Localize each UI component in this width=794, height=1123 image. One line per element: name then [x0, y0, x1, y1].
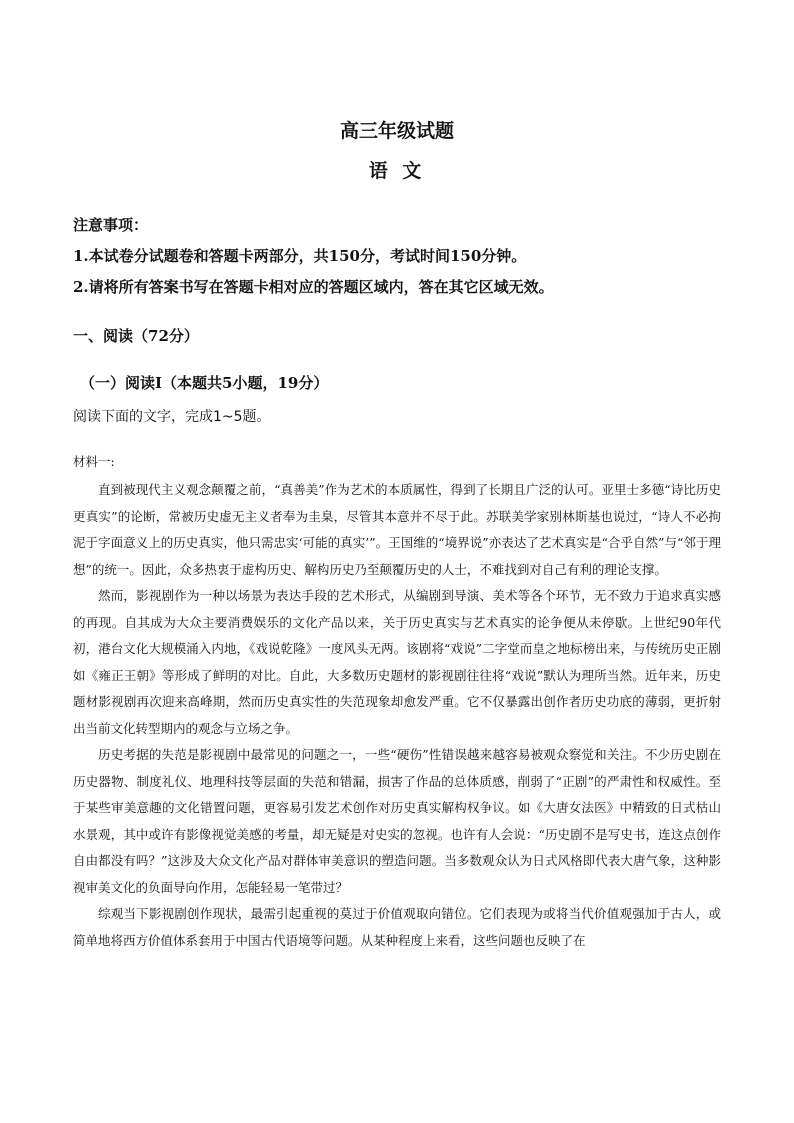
passage-paragraph-3: 历史考据的失范是影视剧中最常见的问题之一，一些“硬伤”性错误越来越容易被观众察觉和关注。不少历史剧在历史器物、制度礼仪、地理科技等层面的失范和错漏，损害了作品的总体质感，削弱了“正剧”的严肃性和权威性。至于某些审美意趣的文化错置问题，更容易引发艺术创作对历史真实解构权争议。如《大唐女法医》中精致的日式枯山水景观，其中或许有影像视觉美感的考量，却无疑是对史实的忽视。也许有人会说：“历史剧不是写史书，连这点创作自由都没有吗？”这涉及大众文化产品对群体审美意识的塑造问题。当多数观众认为日式风格即代表大唐气象，这种影视审美文化的负面导向作用，怎能轻易一笔带过？	[73, 747, 721, 895]
instruction-text: 阅读下面的文字，完成1~5题。	[73, 409, 271, 425]
note-item-2: 2.请将所有答案书写在答题卡相对应的答题区域内，答在其它区域无效。	[73, 278, 554, 296]
subsection-heading: （一）阅读Ⅰ（本题共5小题，19分）	[80, 374, 329, 392]
section-heading: 一、阅读（72分）	[73, 327, 199, 345]
exam-title: 高三年级试题	[339, 120, 454, 142]
material-label: 材料一:	[73, 454, 115, 469]
passage-paragraph-2: 然而，影视剧作为一种以场景为表达手段的艺术形式，从编剧到导演、美术等各个环节，无不致力于追求真实感的再现。自其成为大众主要消费娱乐的文化产品以来，关于历史真实与艺术真实的论争便从未停歇。上世纪90年代初，港台文化大规模涌入内地，《戏说乾隆》一度风头无两。该剧将“戏说”二字堂而皇之地标榜出来，与传统历史正剧如《雍正王朝》等形成了鲜明的对比。自此，大多数历史题材的影视剧往往将“戏说”默认为理所当然。近年来，历史题材影视剧再次迎来高峰期，然而历史真实性的失范现象却愈发严重。它不仅暴露出创作者历史功底的薄弱，更折射出当前文化转型期内的观念与立场之争。	[73, 588, 721, 736]
passage-paragraph-4: 综观当下影视剧创作现状，最需引起重视的莫过于价值观取向错位。它们表现为或将当代价值观强加于古人，或简单地将西方价值体系套用于中国古代语境等问题。从某种程度上来看，这些问题也反映了在	[73, 906, 721, 948]
notes-heading: 注意事项：	[73, 216, 149, 234]
subject-title: 语 文	[368, 160, 426, 182]
note-item-1: 1.本试卷分试题卷和答题卡两部分，共150分，考试时间150分钟。	[73, 247, 527, 265]
passage-paragraph-1: 直到被现代主义观念颠覆之前，“真善美”作为艺术的本质属性，得到了长期且广泛的认可。亚里士多德“诗比历史更真实”的论断，常被历史虚无主义者奉为圭臬，尽管其本意并不尽于此。苏联美学家别林斯基也说过，“诗人不必拘泥于字面意义上的历史真实，他只需忠实‘可能的真实’”。王国维的“境界说”亦表达了艺术真实是“合乎自然”与“邻于理想”的统一。因此，众多热衷于虚构历史、解构历史乃至颠覆历史的人士，不难找到对自己有利的理论支撑。	[73, 482, 721, 577]
passage-body	[73, 477, 721, 954]
